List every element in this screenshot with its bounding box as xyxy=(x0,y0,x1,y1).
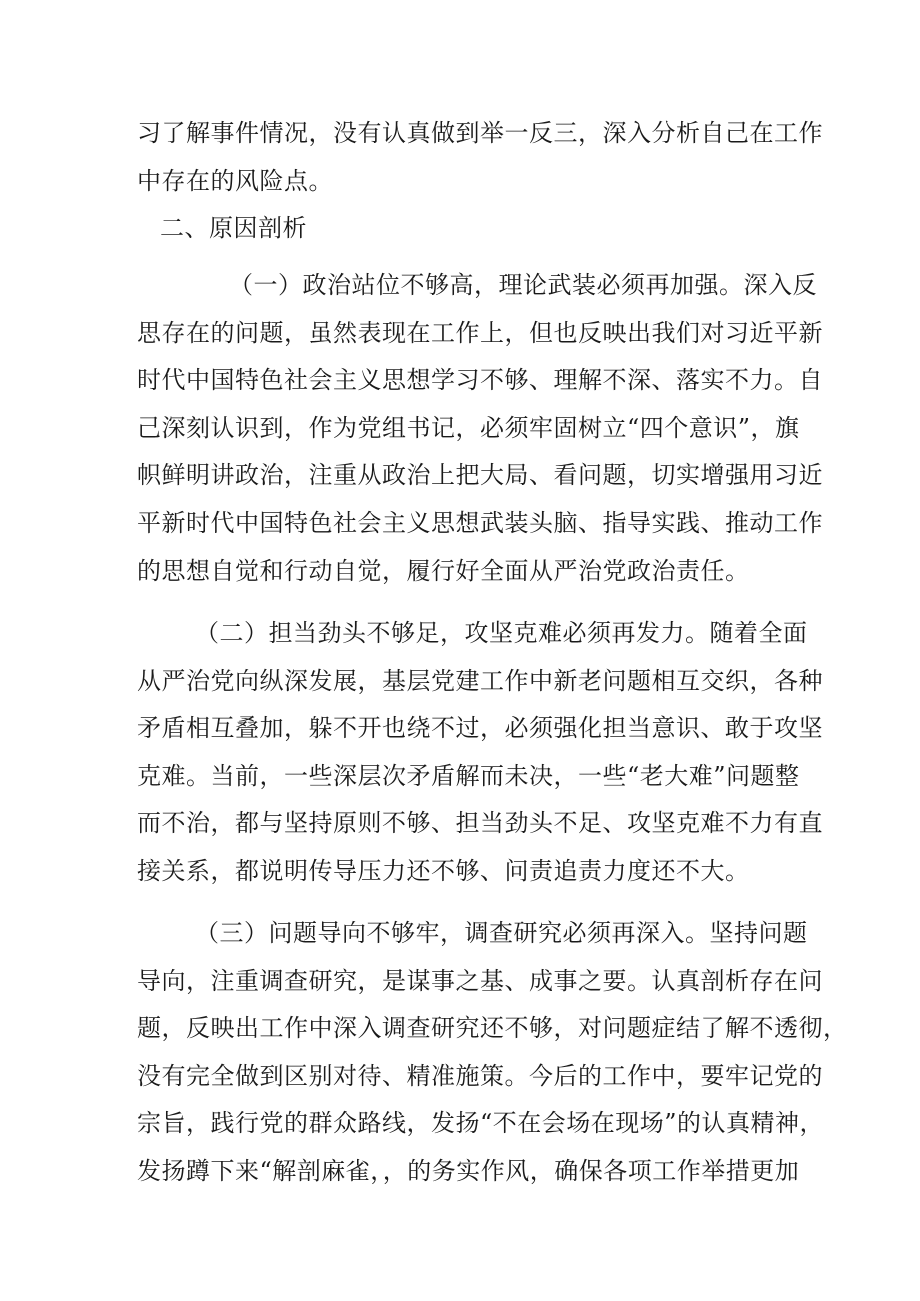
text-line: 克难。当前，一些深层次矛盾解而未决，一些“老大难”问题整 xyxy=(137,761,800,790)
text-line: 中存在的风险点。 xyxy=(137,166,333,195)
section-heading-text: 二、原因剖析 xyxy=(160,214,307,242)
text-line: 己深刻认识到，作为党组书记，必须牢固树立“四个意识”，旗 xyxy=(137,413,800,442)
text-line: 宗旨，践行党的群众路线，发扬“不在会场在现场”的认真精神， xyxy=(137,1109,825,1138)
paragraph-responsibility xyxy=(137,610,823,896)
paragraph-continuation xyxy=(137,110,823,205)
text-line: 矛盾相互叠加，躲不开也绕不过，必须强化担当意识、敢于攻坚 xyxy=(137,714,823,743)
text-line: 而不治，都与坚持原则不够、担当劲头不足、攻坚克难不力有直 xyxy=(137,809,823,838)
text-line: 思存在的问题，虽然表现在工作上，但也反映出我们对习近平新 xyxy=(137,318,823,347)
text-line: （一）政治站位不够高，理论武装必须再加强。深入反 xyxy=(229,271,817,299)
paragraph-political-stance xyxy=(137,262,823,595)
text-line: （二）担当劲头不够足，攻坚克难必须再发力。随着全面 xyxy=(195,619,808,647)
text-line: 接关系，都说明传导压力还不够、问责追责力度还不大。 xyxy=(137,856,750,885)
text-line: （三）问题导向不够牢，调查研究必须再深入。坚持问题 xyxy=(195,919,808,947)
text-line: 题，反映出工作中深入调查研究还不够，对问题症结了解不透彻， xyxy=(137,1014,848,1043)
text-line: 导向，注重调查研究，是谋事之基、成事之要。认真剖析存在问 xyxy=(137,966,823,995)
section-heading xyxy=(160,205,806,253)
text-line: 平新时代中国特色社会主义思想武装头脑、指导实践、推动工作 xyxy=(137,508,823,537)
text-line: 习了解事件情况，没有认真做到举一反三，深入分析自己在工作 xyxy=(137,119,823,147)
text-line: 的思想自觉和行动自觉，履行好全面从严治党政治责任。 xyxy=(137,556,750,585)
text-line: 发扬蹲下来“解剖麻雀，，的务实作风，确保各项工作举措更加 xyxy=(137,1156,800,1185)
paragraph-problem-orientation xyxy=(137,910,848,1196)
text-line: 没有完全做到区别对待、精准施策。今后的工作中，要牢记党的 xyxy=(137,1061,823,1090)
text-line: 从严治党向纵深发展，基层党建工作中新老问题相互交织，各种 xyxy=(137,666,823,695)
text-line: 帜鲜明讲政治，注重从政治上把大局、看问题，切实增强用习近 xyxy=(137,461,823,490)
text-line: 时代中国特色社会主义思想学习不够、理解不深、落实不力。自 xyxy=(137,366,823,395)
